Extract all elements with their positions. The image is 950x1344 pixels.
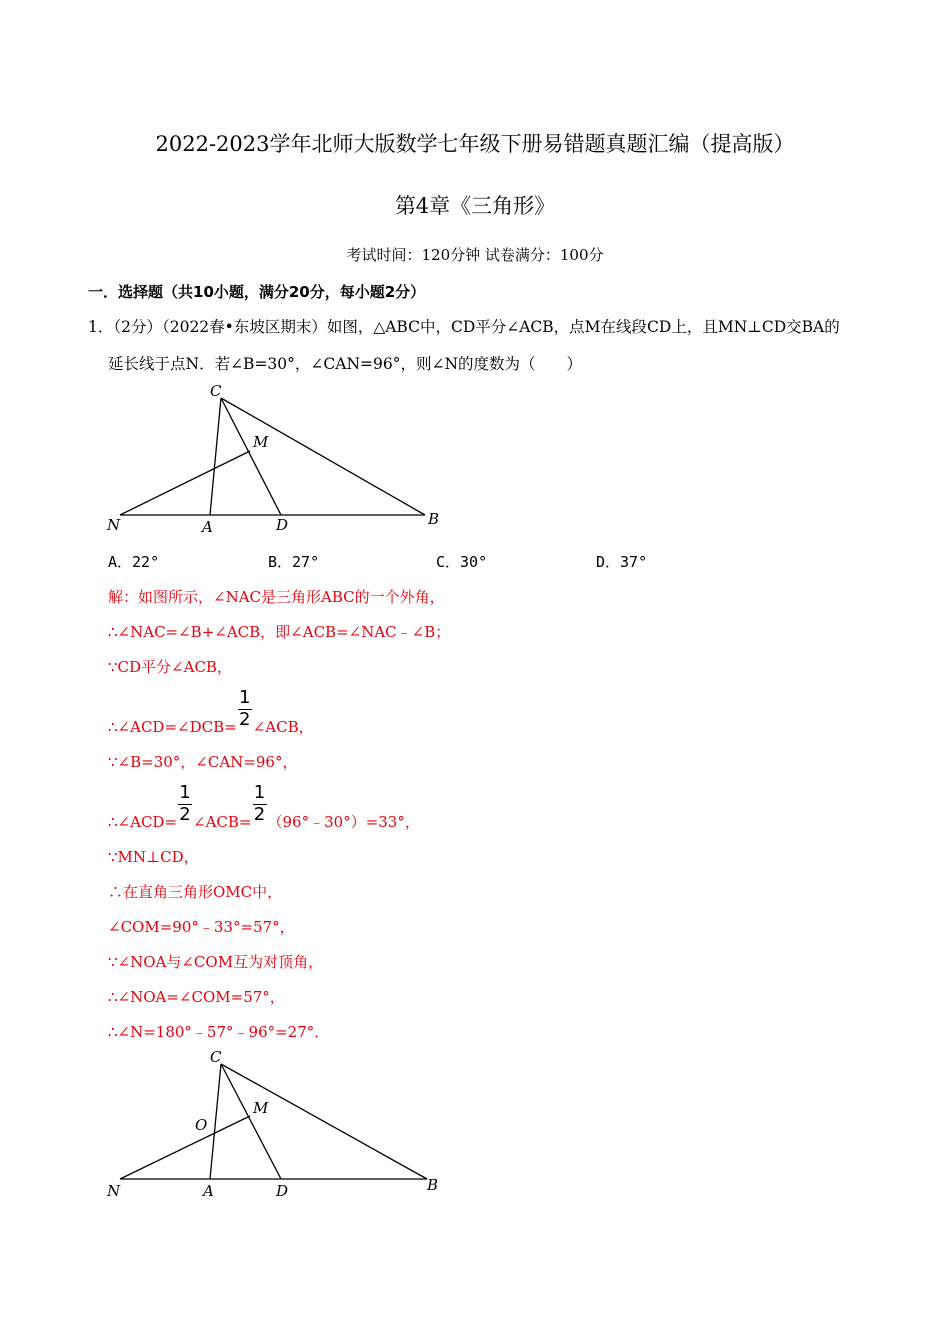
line-nm (120, 1116, 250, 1179)
label-d: D (276, 516, 289, 534)
solution-line-9: ∠COM=90°﹣33°=57°， (108, 918, 295, 936)
document-title: 2022-2023学年北师大版数学七年级下册易错题真题汇编（提高版） (155, 132, 795, 156)
question-line-1: 1．（2分）（2022春•东坡区期末）如图，△ABC中，CD平分∠ACB，点M在线段CD上，且MN⊥CD交BA的 (88, 318, 840, 336)
fraction-denominator: 2 (253, 804, 266, 825)
section-heading: 一．选择题（共10小题，满分20分，每小题2分） (88, 283, 426, 301)
label-c: C (210, 1048, 222, 1066)
solution-line-1: 解：如图所示，∠NAC是三角形ABC的一个外角， (108, 588, 445, 606)
fraction-numerator: 1 (238, 687, 251, 708)
triangle-figure-2 (100, 1044, 460, 1204)
fraction-numerator: 1 (179, 782, 191, 803)
label-b: B (427, 1176, 439, 1194)
fraction-denominator: 2 (238, 709, 251, 730)
fraction-denominator: 2 (179, 804, 191, 825)
label-a: A (203, 1182, 214, 1200)
chapter-title: 第4章《三角形》 (394, 194, 556, 218)
fraction-numerator: 1 (253, 782, 266, 803)
solution-line-11: ∴∠NOA=∠COM=57°， (108, 988, 285, 1006)
triangle-figure-1 (100, 378, 460, 538)
label-n: N (107, 1182, 121, 1200)
line-ca (210, 398, 221, 515)
solution-line-6 (108, 782, 420, 832)
solution-line-2: ∴∠NAC=∠B+∠ACB，即∠ACB=∠NAC﹣∠B； (108, 623, 451, 641)
solution-line-3: ∵CD平分∠ACB， (108, 658, 232, 676)
fraction-half (237, 687, 253, 732)
label-a: A (202, 518, 213, 536)
option-c[interactable]: C．30° (436, 553, 488, 571)
solution-line-6-text: ∴∠ACD= (108, 813, 178, 831)
line-cb (221, 1064, 427, 1179)
label-c: C (210, 382, 222, 400)
question-line-2: 延长线于点N．若∠B=30°，∠CAN=96°，则∠N的度数为（ ） (108, 355, 583, 373)
solution-line-12: ∴∠N=180°﹣57°﹣96°=27°． (108, 1023, 330, 1041)
label-d: D (276, 1182, 289, 1200)
option-b[interactable]: B．27° (268, 553, 320, 571)
solution-line-10: ∵∠NOA与∠COM互为对顶角， (108, 953, 324, 971)
fraction-half (177, 782, 193, 827)
fraction-half (252, 782, 268, 827)
solution-line-5: ∵∠B=30°，∠CAN=96°， (108, 753, 298, 771)
solution-line-4-tail: ∠ACB， (252, 718, 314, 736)
solution-line-4 (108, 687, 314, 737)
label-m: M (253, 1099, 269, 1117)
label-n: N (107, 516, 121, 534)
solution-line-6-mid: ∠ACB= (193, 813, 252, 831)
line-nm (120, 451, 250, 515)
solution-line-4-text: ∴∠ACD=∠DCB= (108, 718, 237, 736)
line-ca (210, 1064, 221, 1179)
label-o: O (195, 1116, 208, 1134)
option-a[interactable]: A．22° (108, 553, 160, 571)
option-d[interactable]: D．37° (596, 553, 648, 571)
solution-line-7: ∵MN⊥CD， (108, 848, 199, 866)
exam-info: 考试时间：120分钟 试卷满分：100分 (346, 246, 604, 264)
label-m: M (253, 433, 269, 451)
solution-line-8: ∴在直角三角形OMC中， (108, 883, 283, 901)
label-b: B (428, 510, 440, 528)
solution-line-6-tail: （96°﹣30°）=33°， (267, 813, 420, 831)
